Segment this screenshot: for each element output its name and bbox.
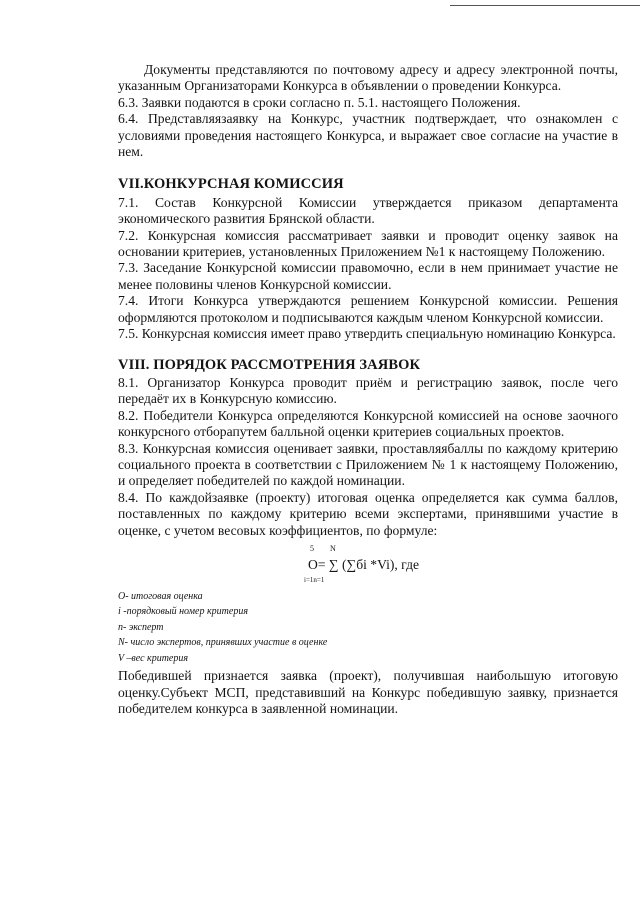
paragraph-documents-address: Документы представляются по почтовому адресу и адресу электронной почты, указанным Организаторами Конкурса в объявлении о проведении Конкурса. [118,62,618,94]
legend-item: О- итоговая оценка [118,590,203,602]
formula-lower-limits: i=1n=1 [304,575,325,584]
paragraph-8-4: 8.4. По каждойзаявке (проекту) итоговая оценка определяется как сумма баллов, поставленных по каждому критерию всеми экспертами, принявшими участие в оценке, с учетом весовых коэффициентов, по формуле: [118,489,618,538]
paragraph-8-1: 8.1. Организатор Конкурса проводит приём и регистрацию заявок, после чего передаёт их в Конкурсную комиссию. [118,374,618,407]
formula-expression: O= ∑ (∑бi *Vi), где [308,556,420,572]
paragraph-6-4: 6.4. Представляязаявку на Конкурс, участник подтверждает, что ознакомлен с условиями проведения настоящего Конкурса, и выражает свое согласие на участие в нем. [118,111,618,160]
paragraph-7-2: 7.2. Конкурсная комиссия рассматривает заявки и проводит оценку заявок на основании критериев, установленных Приложением №1 к настоящему Положению. [118,227,618,260]
formula-legend [118,589,618,667]
score-formula [118,545,618,585]
paragraph-8-3: 8.3. Конкурсная комиссия оценивает заявки, проставляябаллы по каждому критерию социального проекта в соответствии с Приложением № 1 к настоящему Положению, и определяет победителей по каждой номинации. [118,440,618,489]
formula-upper-limit-n: N [330,543,336,553]
document-page [118,62,618,718]
legend-item: V –вес критерия [118,652,188,664]
paragraph-8-2: 8.2. Победители Конкурса определяются Конкурсной комиссией на основе заочного конкурсного отборапутем балльной оценки критериев социальных проектов. [118,407,618,440]
paragraph-winner: Победившей признается заявка (проект), получившая наибольшую итоговую оценку.Субъект МСП, представивший на Конкурс победившую заявку, признается победителем конкурса в заявленной номинации. [118,668,618,717]
top-edge-line [450,5,640,6]
paragraph-7-4: 7.4. Итоги Конкурса утверждаются решением Конкурсной комиссии. Решения оформляются протоколом и подписываются каждым членом Конкурсной комиссии. [118,293,618,325]
legend-item: i -порядковый номер критерия [118,606,248,618]
paragraph-7-1: 7.1. Состав Конкурсной Комиссии утверждается приказом департамента экономического развития Брянской области. [118,194,618,227]
paragraph-7-5: 7.5. Конкурсная комиссия имеет право утвердить специальную номинацию Конкурса. [118,326,616,342]
section-8-heading: VIII. ПОРЯДОК РАССМОТРЕНИЯ ЗАЯВОК [118,356,421,373]
legend-item: N- число экспертов, принявших участие в оценке [118,637,328,649]
paragraph-7-3: 7.3. Заседание Конкурсной комиссии правомочно, если в нем принимает участие не менее половины членов Конкурсной комиссии. [118,260,618,292]
legend-item: n- эксперт [118,621,164,633]
formula-upper-limit-5: 5 [310,543,314,553]
paragraph-6-3: 6.3. Заявки подаются в сроки согласно п. 5.1. настоящего Положения. [118,94,521,110]
section-7-heading: VII.КОНКУРСНАЯ КОМИССИЯ [118,176,344,193]
